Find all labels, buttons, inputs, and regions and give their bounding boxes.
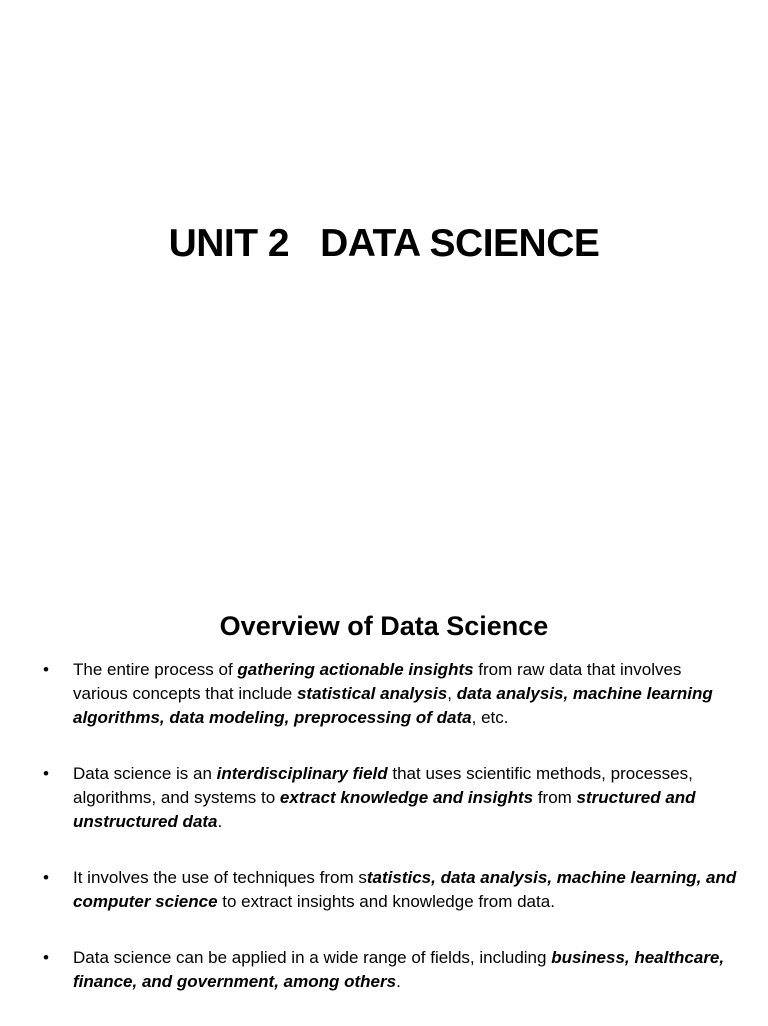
emphasized-text: business, healthcare, finance, and government, among others — [73, 948, 725, 991]
bullet-text: from raw data that involves various concepts that include — [73, 660, 682, 703]
emphasized-text: data analysis, machine learning algorithms, data modeling, preprocessing of data — [73, 684, 713, 727]
bullet-text: The entire process of — [73, 660, 238, 679]
bullet-text: that uses scientific methods, processes, algorithms, and systems to — [73, 764, 693, 807]
bullet-item — [40, 658, 740, 730]
bullet-list — [40, 658, 740, 1026]
bullet-text: It involves the use of techniques from s — [73, 868, 367, 887]
bullet-item — [40, 762, 740, 834]
emphasized-text: tatistics, data analysis, machine learning, and computer science — [73, 868, 737, 911]
bullet-text: , — [447, 684, 457, 703]
bullet-text: from — [533, 788, 577, 807]
bullet-icon: • — [43, 868, 49, 887]
emphasized-text: gathering actionable insights — [237, 660, 474, 679]
bullet-text: , etc. — [471, 708, 509, 727]
bullet-text: to extract insights and knowledge from data. — [217, 892, 555, 911]
emphasized-text: interdisciplinary field — [216, 764, 388, 783]
slide-title: UNIT 2 DATA SCIENCE — [168, 222, 600, 265]
bullet-icon: • — [43, 660, 49, 679]
bullet-text: Data science is an — [73, 764, 217, 783]
bullet-text: Data science can be applied in a wide range of fields, including — [73, 948, 552, 967]
bullet-item — [40, 866, 740, 914]
emphasized-text: structured and unstructured data — [73, 788, 696, 831]
emphasized-text: statistical analysis — [296, 684, 448, 703]
emphasized-text: extract knowledge and insights — [279, 788, 534, 807]
bullet-icon: • — [43, 764, 49, 783]
section-heading: Overview of Data Science — [219, 611, 549, 641]
bullet-icon: • — [43, 948, 49, 967]
overview-slide — [0, 576, 768, 1024]
bullet-text: . — [217, 812, 223, 831]
bullet-text: . — [396, 972, 401, 991]
bullet-item — [40, 946, 740, 994]
